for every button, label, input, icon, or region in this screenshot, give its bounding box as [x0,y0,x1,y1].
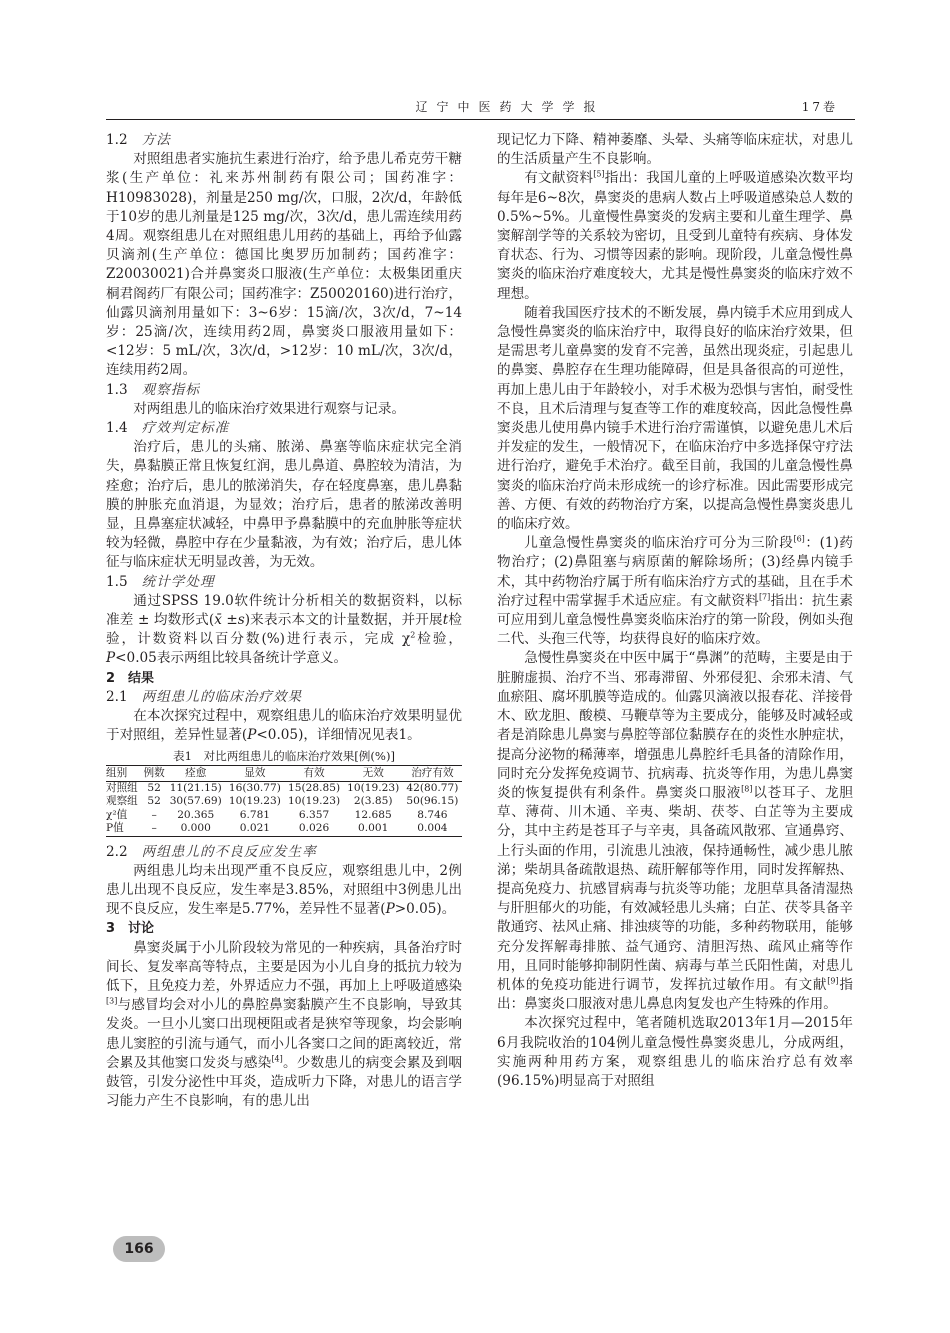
section-heading-1-2: 1.2 方法 [106,132,171,148]
paragraph-continued: 现记忆力下降、精神萎靡、头晕、头痛等临床症状，对患儿的生活质量产生不良影响。 [497,132,853,168]
table-row [106,809,462,822]
paragraph-statistics: 通过SPSS 19.0软件统计分析相关的数据资料，以标准差 ± 均数形式(x̄ ±s)来表示本文的计量数据，并开展t检验，计数资料以百分数(%)进行表示，完成 $\chi^2$检验，P<0.05表示两组比较具备统计学意义。 [106,592,462,667]
table-cell: 50(96.15) [406,795,459,808]
table-header-cell: 痊愈 [166,765,225,781]
table-cell: 8.746 [417,808,448,821]
table-row [106,781,462,795]
table-cell: 对照组 [106,781,138,794]
table-cell: 0.001 [344,822,403,836]
header-rule [106,119,855,120]
table-header-cell: 有效 [284,765,343,781]
paragraph-treatment-stages: 儿童急慢性鼻窦炎的临床治疗可分为三阶段[6]：(1)药物治疗；(2)鼻阻塞与病原菌的解除场所；(3)经鼻内镜手术，其中药物治疗属于所有临床治疗方式的基础，且在手术治疗过程中需掌握手术适应症。有文献资料[7]指出：抗生素可应用到儿童急慢性鼻窦炎临床治疗的第一阶段，例如头孢二代、头孢三代等，均获得良好的临床疗效。 [497,534,853,648]
table-cell: 6.781 [239,808,271,821]
table-cell: 6.357 [298,808,330,821]
table-cell: 12.685 [354,808,392,821]
section-heading-3: 3 讨论 [106,921,155,937]
table-cell: 10(19.23) [228,795,281,808]
table-row [106,822,462,836]
citation-ref: [3] [106,996,118,1006]
running-header-journal: 辽宁中医药大学学报 [415,100,605,114]
section-heading-1-3: 1.3 观察指标 [106,381,200,398]
right-column [497,131,853,1091]
table-cell: 52 [147,795,161,808]
table-cell: 0.026 [284,822,343,836]
paragraph-study: 本次探究过程中，笔者随机选取2013年1月—2015年6月我院收治的104例儿童急慢性鼻窦炎患儿，分成两组，实施两种用药方案，观察组患儿的临床治疗总有效率(96.15%)明显高于对照组 [497,1015,853,1089]
paragraph-tcm: 急慢性鼻窦炎在中医中属于“鼻渊”的范畴，主要是由于脏腑虚损、治疗不当、邪毒滞留、外邪侵犯、余邪未清、气血瘀阻、腐坏肌膜等造成的。仙露贝滴液以报春花、洋接骨木、欧龙胆、酸模、马鞭草等为主要成分，能够及时减轻或者是消除患儿鼻窦与鼻腔等部位黏膜存在的炎性水肿症状，提高分泌物的稀薄率，增强患儿鼻腔纤毛具备的清除作用，同时充分发挥免疫调节、抗病毒、抗炎等作用，为患儿鼻窦炎的恢复提供有利条件。鼻窦炎口服液[8]以苍耳子、龙胆草、薄荷、川木通、辛夷、柴胡、茯苓、白芷等为主要成分，其中主药是苍耳子与辛夷，具备疏风散邪、宣通鼻窍、上行头面的作用，引流患儿浊液，保持通畅性，减少患儿脓涕；柴胡具备疏散退热、疏肝解郁等作用，同时发挥解热、提高免疫力、抗感冒病毒与抗炎等功能；龙胆草具备清湿热与肝胆郁火的功能，有效减轻患儿头痛；白芷、茯苓具备辛散通窍、祛风止痛、排浊痰等的功能，多种药物联用，能够充分发挥解毒排脓、益气通窍、清胆泻热、疏风止痛等作用，且同时能够抑制阴性菌、病毒与革兰氏阳性菌，对患儿机体的免疫功能进行调节，发挥抗过敏作用。有文献[9]指出：鼻窦炎口服液对患儿鼻息肉复发也产生特殊的作用。 [497,650,854,1013]
paragraph-method: 对照组患者实施抗生素进行治疗，给予患儿希克劳干糖浆(生产单位：礼来苏州制药有限公司；国药准字：H10983028)，剂量是250 mg/次，口服，2次/d，年龄低于10岁的患儿剂量是125 mg/次，3次/d，患儿需连续用药4周。观察组患儿在对照组患儿用药的基础上，再给予仙露贝滴剂(生产单位：德国比奥罗历加制药；国药准字：Z20030021)合并鼻窦炎口服液(生产单位：太极集团重庆桐君阁药厂有限公司；国药准字：Z50020160)进行治疗，仙露贝滴剂用量如下：3~6岁：15滴/次，3次/d，7~14岁：25滴/次，连续用药2周，鼻窦炎口服液用量如下：<12岁：5 mL/次，3次/d，>12岁：10 mL/次，3次/d，连续用药2周。 [106,151,462,379]
paragraph-literature: 有文献资料[5]指出：我国儿童的上呼吸道感染次数平均每年是6~8次，鼻窦炎的患病人数占上呼吸道感染总人数的0.5%~5%。儿童慢性鼻窦炎的发病主要和儿童生理学、鼻窦解剖学等的关系较为密切，且受到儿童特有疾病、身体发育状态、行为、习惯等因素的影响。现阶段，儿童急慢性鼻窦炎的临床治疗难度较大，尤其是慢性鼻窦炎的临床疗效不理想。 [497,169,853,302]
table-cell: – [142,822,166,836]
table-cell: 15(28.85) [288,781,341,794]
table-cell: 10(19.23) [288,795,341,808]
table-header-cell: 组别 [106,765,142,781]
paragraph-adverse-reactions: 两组患儿均未出现严重不良反应，观察组患儿中，2例患儿出现不良反应，发生率是3.85%，对照组中3例患儿出现不良反应，发生率是5.77%，差异性不显著(P>0.05)。 [106,862,462,918]
table-cell: 0.021 [225,822,284,836]
table-header-cell: 显效 [225,765,284,781]
results-table [106,765,462,837]
table-cell: P值 [106,822,142,836]
citation-ref: [9] [827,976,839,986]
table-cell: 52 [147,781,161,794]
citation-ref: [7] [758,592,771,602]
table-header-cell: 无效 [344,765,403,781]
table-cell: 16(30.77) [228,781,281,794]
table-header-cell: 例数 [142,765,166,781]
section-heading-2: 2 结果 [106,670,155,686]
table-cell: 42(80.77) [406,781,459,794]
table-title: 表1 对比两组患儿的临床治疗效果[例(%)] [173,748,395,763]
section-heading-1-4: 1.4 疗效判定标准 [106,420,230,437]
running-header-volume: 17卷 [801,100,838,114]
paragraph-endoscopy: 随着我国医疗技术的不断发展，鼻内镜手术应用到成人急慢性鼻窦炎的临床治疗中，取得良好的临床治疗效果，但是需思考儿童鼻窦的发育不完善，虽然出现炎症，引起患儿的鼻窦、鼻腔存在生理功能障碍，但是具备很高的可逆性，再加上患儿由于年龄较小，对手术极为恐惧与害怕，耐受性不良，且术后清理与复查等工作的难度较高，因此急慢性鼻窦炎患儿使用鼻内镜手术进行治疗需谨慎，以避免患儿术后并发症的发生，一般情况下，在临床治疗中多选择保守疗法进行治疗，避免手术治疗。截至目前，我国的儿童急慢性鼻窦炎的临床治疗尚未形成统一的诊疗标准。因此需要形成完善、方便、有效的药物治疗方案，以提高急慢性鼻窦炎患儿的临床疗效。 [497,304,853,533]
table-cell: 观察组 [106,795,138,808]
table-cell: χ²值 [106,808,128,821]
table-cell: 2(3.85) [353,795,393,808]
citation-ref: [5] [593,169,605,179]
citation-ref: [8] [741,784,753,794]
table-row [106,795,462,808]
section-heading-1-5: 1.5 统计学处理 [106,573,215,590]
table-cell: 0.000 [166,822,225,836]
paragraph-results: 在本次探究过程中，观察组患儿的临床治疗效果明显优于对照组，差异性显著(P<0.05)，详细情况见表1。 [106,708,462,744]
table-cell: 11(21.15) [169,781,222,794]
table-header-cell: 治疗有效 [403,765,462,781]
paragraph-observation: 对两组患儿的临床治疗效果进行观察与记录。 [133,400,406,417]
citation-ref: [6] [793,534,805,544]
page-number-badge: 166 [113,1236,165,1262]
table-cell: – [151,808,157,821]
paragraph-discussion: 鼻窦炎属于小儿阶段较为常见的一种疾病，具备治疗时间长、复发率高等特点，主要是因为小儿自身的抵抗力较为低下，且免疫力差，外界适应力不强，再加上上呼吸道感染[3]与感冒均会对小儿的鼻腔鼻窦黏膜产生不良影响，导致其发炎。一旦小儿窦口出现梗阻或者是狭窄等现象，均会影响患儿窦腔的引流与通气，而小儿各窦口之间的距离较近，常会累及其他窦口发炎与感染[4]。少数患儿的病变会累及到咽鼓管，引发分泌性中耳炎，造成听力下降，对患儿的语言学习能力产生不良影响，有的患儿出 [106,939,463,1110]
table-cell: 20.365 [177,808,215,821]
section-heading-2-1: 2.1 两组患儿的临床治疗效果 [106,688,303,705]
table-cell: 10(19.23) [347,781,400,794]
section-heading-2-2: 2.2 两组患儿的不良反应发生率 [106,843,317,860]
left-column [106,131,462,1111]
table-cell: 0.004 [403,822,462,836]
paragraph-criteria: 治疗后，患儿的头痛、脓涕、鼻塞等临床症状完全消失，鼻黏膜正常且恢复红润，患儿鼻道、鼻腔较为清洁，为痊愈；治疗后，患儿的脓涕消失，存在轻度鼻塞，患儿鼻黏膜的肿胀充血消退，为显效；治疗后，患者的脓涕改善明显，且鼻塞症状减轻，中鼻甲予鼻黏膜中的充血肿胀等症状较为轻微，鼻腔中存在少量黏液，为有效；治疗后，患儿体征与临床症状无明显改善，为无效。 [106,439,462,571]
table-header-row [106,765,462,781]
table-cell: 30(57.69) [169,795,222,808]
citation-ref: [4] [271,1054,283,1064]
